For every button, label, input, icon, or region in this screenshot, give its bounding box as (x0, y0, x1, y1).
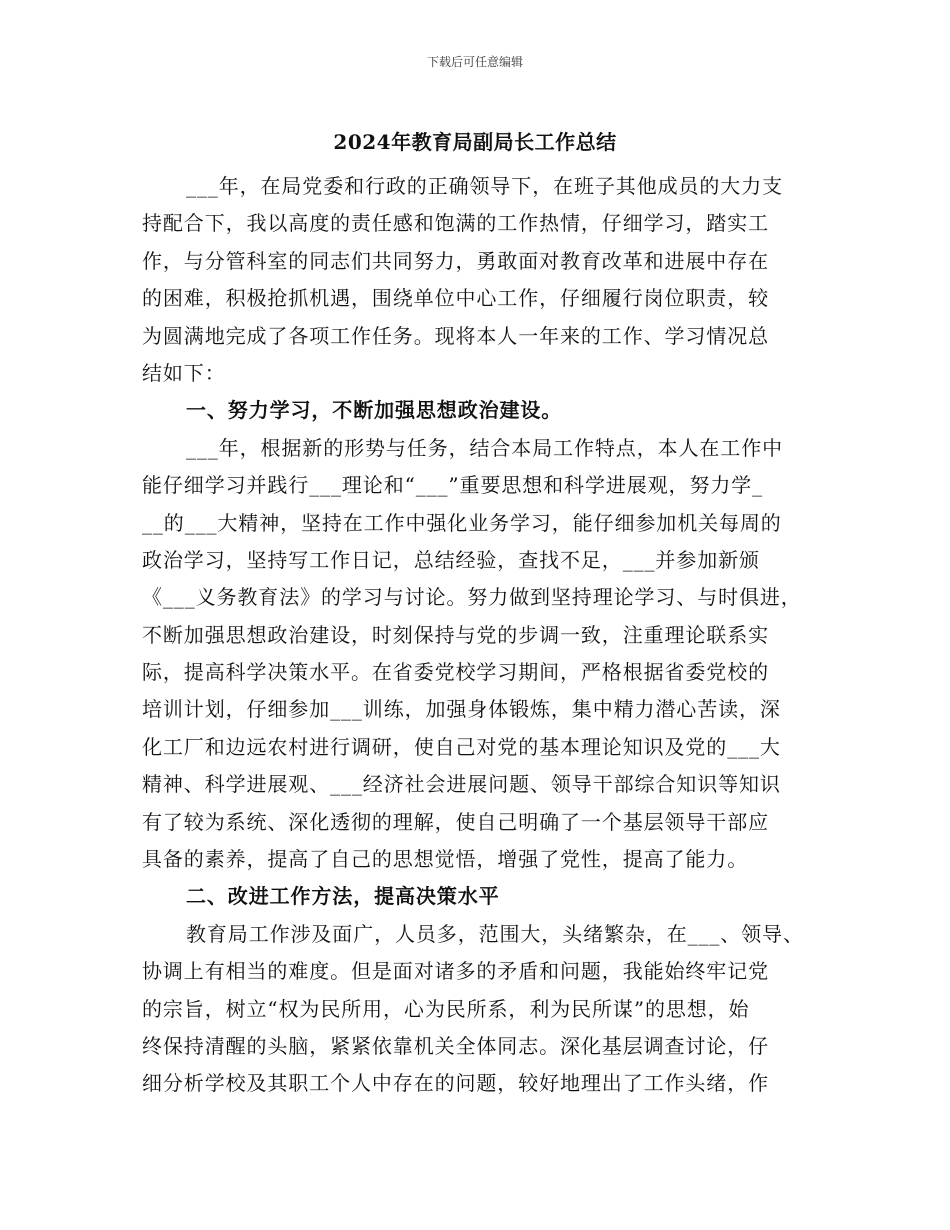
section-heading: 二、改进工作方法，提高决策水平 (186, 884, 500, 909)
paragraph-line: 能仔细学习并践行___理论和“___”重要思想和科学进展观，努力学_ (142, 473, 764, 498)
paragraph-line: 的困难，积极抢抓机遇，围绕单位中心工作，仔细履行岗位职责，较 (142, 286, 769, 311)
paragraph-line: 政治学习，坚持写工作日记，总结经验，查找不足，___并参加新颁 (142, 547, 760, 572)
section-heading: 一、努力学习，不断加强思想政治建设。 (186, 398, 563, 423)
paragraph-line: 具备的素养，提高了自己的思想觉悟，增强了党性，提高了能力。 (142, 847, 749, 872)
paragraph-line: 化工厂和边远农村进行调研，使自己对党的基本理论知识及党的___大 (142, 734, 781, 759)
paragraph-line: 培训计划，仔细参加___训练，加强身体锻炼，集中精力潜心苦读，深 (142, 697, 781, 722)
paragraph-line: 持配合下，我以高度的责任感和饱满的工作热情，仔细学习，踏实工 (142, 211, 769, 236)
paragraph-line: ___年，在局党委和行政的正确领导下，在班子其他成员的大力支 (186, 174, 783, 198)
paragraph-line: 的宗旨，树立“权为民所用，心为民所系，利为民所谋”的思想，始 (142, 996, 750, 1021)
paragraph-line: 不断加强思想政治建设，时刻保持与党的步调一致，注重理论联系实 (142, 622, 769, 647)
header-note: 下载后可任意编辑 (426, 55, 523, 69)
paragraph-line: 精神、科学进展观、___经济社会进展问题、领导干部综合知识等知识 (142, 772, 781, 797)
document-title: 2024年教育局副局长工作总结 (333, 130, 617, 154)
paragraph-line: 终保持清醒的头脑，紧紧依靠机关全体同志。深化基层调查讨论，仔 (142, 1033, 769, 1058)
paragraph-line: 有了较为系统、深化透彻的理解，使自己明确了一个基层领导干部应 (142, 809, 769, 834)
paragraph-line: 结如下： (142, 360, 226, 385)
paragraph-line: __的___大精神，坚持在工作中强化业务学习，能仔细参加机关每周的 (142, 510, 782, 535)
document-body (142, 168, 812, 1103)
paragraph-line: 为圆满地完成了各项工作任务。现将本人一年来的工作、学习情况总 (142, 323, 769, 348)
paragraph-line: 协调上有相当的难度。但是面对诸多的矛盾和问题，我能始终牢记党 (142, 959, 769, 984)
paragraph-line: 细分析学校及其职工个人中存在的问题，较好地理出了工作头绪，作 (142, 1071, 769, 1096)
paragraph-line: 际，提高科学决策水平。在省委党校学习期间，严格根据省委党校的 (142, 660, 769, 685)
paragraph-line: 教育局工作涉及面广，人员多，范围大，头绪繁杂，在___、领导、 (186, 921, 804, 946)
paragraph-line: 作，与分管科室的同志们共同努力，勇敢面对教育改革和进展中存在 (142, 248, 769, 273)
paragraph-line: 《___义务教育法》的学习与讨论。努力做到坚持理论学习、与时俱进， (142, 585, 802, 610)
paragraph-line: ___年，根据新的形势与任务，结合本局工作特点，本人在工作中 (186, 435, 783, 460)
